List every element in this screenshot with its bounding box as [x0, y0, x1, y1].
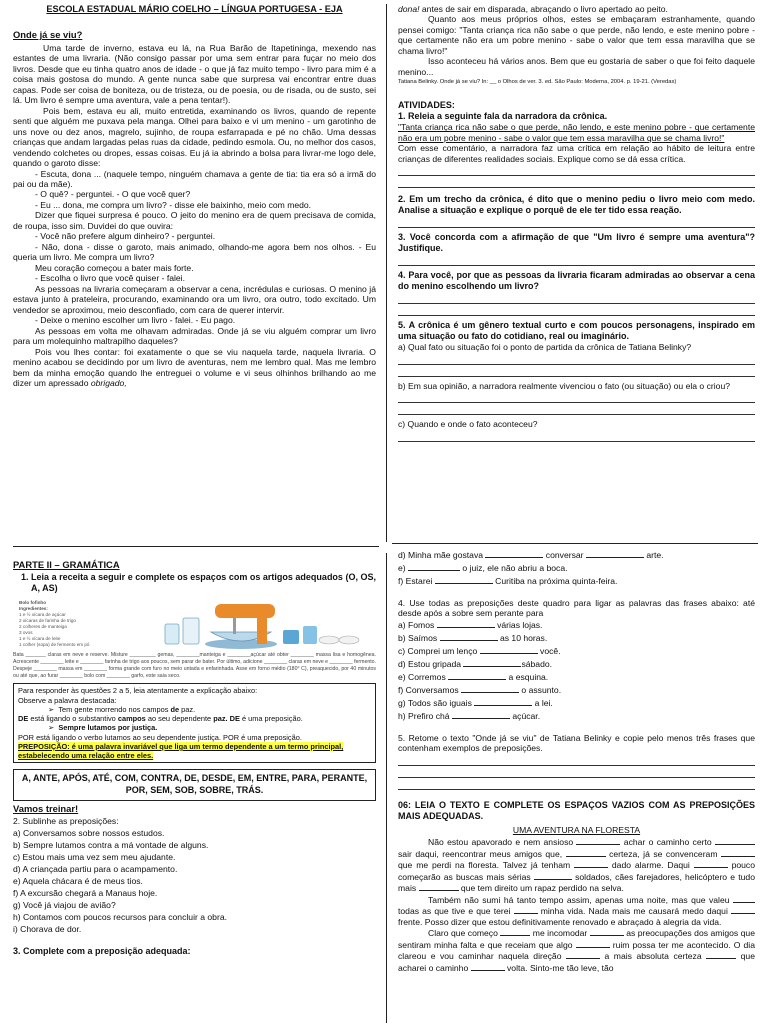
school-header: ESCOLA ESTADUAL MÁRIO COELHO – LÍNGUA PORTUGESA - EJA: [46, 4, 343, 14]
story-paragraph: - Não, dona - disse o garoto, mais animado, olhando-me agora bem nos olhos. - Eu queria um livro. Me compra um livro?: [13, 241, 376, 263]
list-item: a) Conversamos sobre nossos estudos.: [13, 828, 165, 839]
answer-line[interactable]: [398, 778, 755, 790]
blank[interactable]: [437, 619, 495, 628]
blank[interactable]: [500, 927, 530, 936]
blank[interactable]: [715, 836, 755, 845]
answer-line[interactable]: [398, 365, 755, 377]
answer-line[interactable]: [398, 353, 755, 365]
activities-heading: ATIVIDADES:: [398, 100, 455, 111]
list-item: d) Estou gripada sábado.: [398, 658, 553, 669]
blank[interactable]: [474, 697, 532, 706]
blank[interactable]: [485, 549, 543, 558]
explanation-box: [13, 683, 376, 763]
story-paragraph: - O quê? - perguntei. - O que você quer?: [35, 189, 191, 200]
question-5a: a) Qual fato ou situação foi o ponto de partida da crônica de Tatiana Belinky?: [398, 342, 692, 353]
list-item: i) Chorava de dor.: [13, 924, 82, 935]
question-4-items: [398, 619, 755, 721]
story-paragraph: Dizer que fiquei surpresa é pouco. O jeito do menino era de quem precisava de comida, de roupa, isso sim. Duvidei do que ouvira:: [13, 210, 376, 231]
story-paragraph: Quanto aos meus próprios olhos, estes se embaçaram estranhamente, quando pensei comigo: "Tanta criança rica não sabe o que perde, não lendo, e este menino pobre - que certamente não era um pobre menino - sabe o valor que tem essa maravilha que se chama livro!": [398, 14, 755, 56]
box-observe: Observe a palavra destacada:: [18, 695, 117, 705]
column-divider-top: [386, 4, 387, 542]
recipe-text: Bata _______ claras em neve e reserve. Misture _________ gemas, ________manteiga e ________açúcar até obter ________ massa lisa e homogênea. Acrescente ________ leite e ________ farinha de trigo aos poucos, sem parar de bater. Por último, adicione ________ claras em neve e ________ fermento. Despeje ________ massa em ________ forma grande com furo no meio untada e enfarinhada. Asse em forno médio (180° C), preaquecido, por 40 minutos ou até que, ao furar ________ bolo com ________ garfo, este saia seco.: [13, 652, 376, 680]
list-item: f) A excursão chegará a Manaus hoje.: [13, 888, 158, 899]
answer-line[interactable]: [398, 766, 755, 778]
practice-heading: Vamos treinar!: [13, 802, 79, 814]
example-1-explanation: DE está ligando o substantivo campos ao seu dependente paz. DE é uma preposição.: [18, 714, 303, 724]
story2-title: UMA AVENTURA NA FLORESTA: [512, 824, 641, 835]
story-column: [13, 4, 376, 389]
answer-line[interactable]: [398, 216, 755, 228]
question-4: 4. Para você, por que as pessoas da livraria ficaram admiradas ao observar a cena do menino escolhendo um livro?: [398, 270, 755, 292]
story-paragraph: - Eu ... dona, me compra um livro? - disse ele baixinho, meio com medo.: [35, 199, 312, 210]
story-paragraph: - Escuta, dona ... (naquele tempo, ninguém chamava a gente de tia: tia era só a irmã do pai ou da mãe).: [13, 168, 376, 189]
answer-line[interactable]: [398, 164, 755, 176]
blank[interactable]: [448, 671, 506, 680]
question-5: 5. Retome o texto "Onde já se viu" de Tatiana Belinky e copie pelo menos três frases que contenham exemplos de preposições.: [398, 732, 755, 754]
story2-paragraph: Não estou apavorado e nem ansioso achar o caminho certo sair daqui, reencontrar meus amigos que, certeza, já se convenceram que me perdi na floresta. Talvez já tenham dado alarme. Daqui pouco começarão as buscas mais sérias soldados, cães farejadores, helicóptero e tudo mais que tem direito um rapaz perdido na selva.: [398, 837, 756, 894]
blank[interactable]: [576, 939, 610, 948]
blank[interactable]: [576, 836, 620, 845]
blank[interactable]: [694, 859, 728, 868]
story-paragraph: As pessoas na livraria começaram a observar a cena, incrédulas e curiosas. O menino já estava junto à prateleira, procurando, examinando ora um livro, ora outro, todo excitado. Um vendedor se aproximou, meio desconfiado, com cara de querer intervir.: [13, 283, 376, 315]
blank[interactable]: [452, 710, 510, 719]
story-paragraph: Pois bem, estava eu ali, muito entretida, examinando os livros, quando de repente senti que alguém me puxava pela manga. Olhei para baixo e vi um menino - um garotinho de uns nove ou dez anos, magrelo, sujinho, de roupa esfarrapada e pé no chão. Uma dessas crianças que andam largadas pelas ruas da cidade, pedindo esmola. Ou, no melhor dos casos, vendendo colchetes ou dropes, essas coisas. Eu já ia abrindo a bolsa para livrar-me logo dele, quando o garoto disse:: [13, 105, 376, 169]
list-item: e) o juiz, ele não abriu a boca.: [398, 562, 568, 573]
answer-line[interactable]: [398, 254, 755, 266]
grammar-column: [13, 559, 376, 957]
blank[interactable]: [731, 905, 755, 914]
activities-column: [398, 4, 755, 442]
list-item: c) Comprei um lenço você.: [398, 645, 561, 656]
answer-line[interactable]: [398, 754, 755, 766]
blank[interactable]: [566, 950, 600, 959]
grammar-question-3: 3. Complete com a preposição adequada:: [13, 946, 191, 957]
answer-line[interactable]: [398, 176, 755, 188]
blank[interactable]: [733, 894, 755, 903]
story-paragraph: Pois vou lhes contar: foi exatamente o que se viu naquela tarde, naquela livraria. O menino acabou se decidindo por um livro de aventuras, nem me lembro qual. Mas me lembro bem da minha emoção quando lhe entreguei o volume e vi seus olhinhos brilhando ao me dizer um apressado obrigado,: [13, 346, 376, 389]
list-item: h) Prefiro chá açúcar.: [398, 710, 541, 721]
blank[interactable]: [574, 859, 608, 868]
example-1: ➢ Tem gente morrendo nos campos de paz.: [48, 704, 196, 714]
story-paragraph: Uma tarde de inverno, estava eu lá, na Rua Barão de Itapetininga, mexendo nas estantes de uma livraria. (Não consigo passar por uma sem entrar para fuçar no meio dos livros. Desde que eu tinha quatro anos de idade - o que já faz muito tempo - livro para mim é a coisa mais gostosa do mundo. A gente nunca sabe que surpresa vai encontrar entre duas capas. Pode ser coisa de boniteza, ou de tristeza, ou de poesia, ou de risada, ou de susto, sei lá. Um livro é sempre uma aventura, vale a pena tentar!).: [13, 42, 376, 106]
question-5c: c) Quando e onde o fato aconteceu?: [398, 419, 538, 430]
list-item: b) Saímos as 10 horas.: [398, 632, 548, 643]
answer-line[interactable]: [398, 292, 755, 304]
story-paragraph: Meu coração começou a bater mais forte.: [35, 262, 194, 273]
question-6: 06: LEIA O TEXTO E COMPLETE OS ESPAÇOS VAZIOS COM AS PREPOSIÇÕES MAIS ADEQUADAS.: [398, 799, 755, 821]
list-item: g) Todos são iguais a lei.: [398, 697, 553, 708]
question-2-list: [13, 816, 376, 934]
box-intro: Para responder às questões 2 a 5, leia atentamente a explicação abaixo:: [18, 686, 258, 696]
question-1: 1. Releia a seguinte fala da narradora da crônica.: [398, 111, 608, 122]
list-item: g) Você já viajou de avião?: [13, 900, 116, 911]
blank[interactable]: [463, 658, 521, 667]
blank[interactable]: [480, 645, 538, 654]
story-paragraph: Isso aconteceu há vários anos. Bem que eu gostaria de saber o que foi feito daquele menino...: [398, 56, 755, 77]
example-2-explanation: POR está ligando o verbo lutamos ao seu dependente justiça. POR é uma preposição.: [18, 732, 302, 742]
question-4: 4. Use todas as preposições deste quadro para ligar as palavras das frases abaixo: até desde após a sobre sem perante para: [398, 597, 755, 619]
question-2: 2. Em um trecho da crônica, é dito que o menino pediu o livro meio com medo. Analise a situação e explique o porquê de ele ter tido essa reação.: [398, 194, 755, 216]
mixer-illustration: [163, 596, 363, 656]
question-3: 3. Você concorda com a afirmação de que "Um livro é sempre uma aventura"? Justifique.: [398, 232, 755, 254]
list-item: c) Estou mais uma vez sem meu ajudante.: [13, 852, 176, 863]
part-heading: PARTE II – GRAMÁTICA: [13, 559, 120, 570]
blank[interactable]: [586, 549, 644, 558]
answer-line[interactable]: [398, 430, 755, 442]
recipe-card: [13, 598, 376, 650]
list-item: d) A criançada partiu para o acampamento.: [13, 864, 178, 875]
blank[interactable]: [440, 632, 498, 641]
story2-paragraph: Claro que começo me incomodar as preocupações dos amigos que sentiram minha falta e que receiam que algo ruim possa ter me acontecido. O dia clareou e vou caminhar naquela direção a mais absoluta certeza que acharei o caminho volta. Sinto-me tão leve, tão: [398, 928, 755, 973]
example-2: ➢ Sempre lutamos por justiça.: [48, 723, 158, 733]
story-paragraph: - Você não prefere algum dinheiro? - perguntei.: [35, 231, 216, 242]
blank[interactable]: [471, 962, 505, 971]
exercises-column: [398, 549, 755, 973]
section-divider-left: [13, 546, 379, 547]
list-item: b) Sempre lutamos contra a má vontade de alguns.: [13, 840, 209, 851]
story-reference: Tatiana Belinky. Onde já se viu? In: __ o Olhos de ver. 3. ed. São Paulo: Moderna, 2004. p. 19-21. (Veredas): [398, 79, 677, 86]
column-divider-bottom: [386, 553, 387, 1023]
blank[interactable]: [514, 905, 538, 914]
answer-line[interactable]: [398, 403, 755, 415]
story-paragraph: - Deixe o menino escolher um livro - falei. - Eu pago.: [35, 315, 236, 326]
list-item: e) Corremos a esquina.: [398, 671, 549, 682]
question-5: 5. A crônica é um gênero textual curto e com poucos personagens, inspirado em uma situação ou fato do cotidiano, real ou imaginário.: [398, 320, 755, 342]
list-item: e) Aquela chácara é de meus tios.: [13, 876, 143, 887]
list-item: d) Minha mãe gostava conversar arte.: [398, 550, 664, 560]
blank[interactable]: [419, 882, 459, 891]
grammar-question-1: 1. Leia a receita a seguir e complete os espaços com os artigos adequados (O, OS, A, AS): [21, 572, 376, 594]
question-1-quote: "Tanta criança rica não sabe o que perde, não lendo, e este menino pobre - que certamente não era um pobre menino - sabe o valor que tem essa maravilha que se chama livro!": [398, 122, 755, 143]
blank[interactable]: [461, 684, 519, 693]
preposition-list: A, ANTE, APÓS, ATÉ, COM, CONTRA, DE, DESDE, EM, ENTRE, PARA, PERANTE, POR, SEM, SOB, SOBRE, TRÁS.: [13, 769, 376, 800]
story-paragraph: - Escolha o livro que você quiser - falei.: [35, 273, 185, 284]
story-title: Onde já se viu?: [13, 29, 83, 41]
list-item: h) Contamos com poucos recursos para concluir a obra.: [13, 912, 227, 923]
list-item: a) Fomos várias lojas.: [398, 619, 543, 630]
blank[interactable]: [435, 575, 493, 584]
list-item: f) Estarei Curitiba na próxima quinta-feira.: [398, 575, 618, 586]
blank[interactable]: [706, 950, 736, 959]
blank[interactable]: [534, 871, 572, 880]
story2-paragraph: Também não sumi há tanto tempo assim, apenas uma noite, mas que valeu todas as que tive e que terei minha vida. Nada mais me causará medo daqui frente. Posso dizer que estou definitivamente renovado e abraçado à alegria da vida.: [398, 894, 755, 927]
recipe-ingredients: Bolo fofinho Ingredientes: 1 e ½ xícara de açúcar 2 xícaras de farinha de trigo 2 colheres de manteiga 3 ovos 1 e ½ xícara de leite 1 colher (sopa) de fermento em pó: [19, 600, 90, 648]
list-item: f) Conversamos o assunto.: [398, 684, 562, 695]
question-1-text: Com esse comentário, a narradora faz uma crítica em relação ao hábito de leitura entre crianças de diferentes realidades sociais. Explique como se dá essa crítica.: [398, 143, 755, 164]
blank[interactable]: [590, 927, 624, 936]
story-paragraph: As pessoas em volta me olhavam admiradas. Onde já se viu alguém comprar um livro para um molequinho maltrapilho daqueles?: [13, 325, 376, 347]
blank[interactable]: [408, 562, 460, 571]
question-3-items: [398, 549, 755, 586]
section-divider-right: [392, 543, 758, 544]
blank[interactable]: [566, 848, 606, 857]
grammar-question-2: 2. Sublinhe as preposições:: [13, 816, 119, 827]
question-5b: b) Em sua opinião, a narradora realmente vivenciou o fato (ou situação) ou ela o criou?: [398, 380, 731, 391]
story-paragraph: dona! antes de sair em disparada, abraçando o livro apertado ao peito.: [398, 4, 668, 14]
answer-line[interactable]: [398, 391, 755, 403]
answer-line[interactable]: [398, 304, 755, 316]
preposition-definition: PREPOSIÇÃO: é uma palavra invariável que liga um termo dependente a um termo principal, estabelecendo uma relação entre eles.: [18, 741, 344, 761]
blank[interactable]: [721, 848, 755, 857]
